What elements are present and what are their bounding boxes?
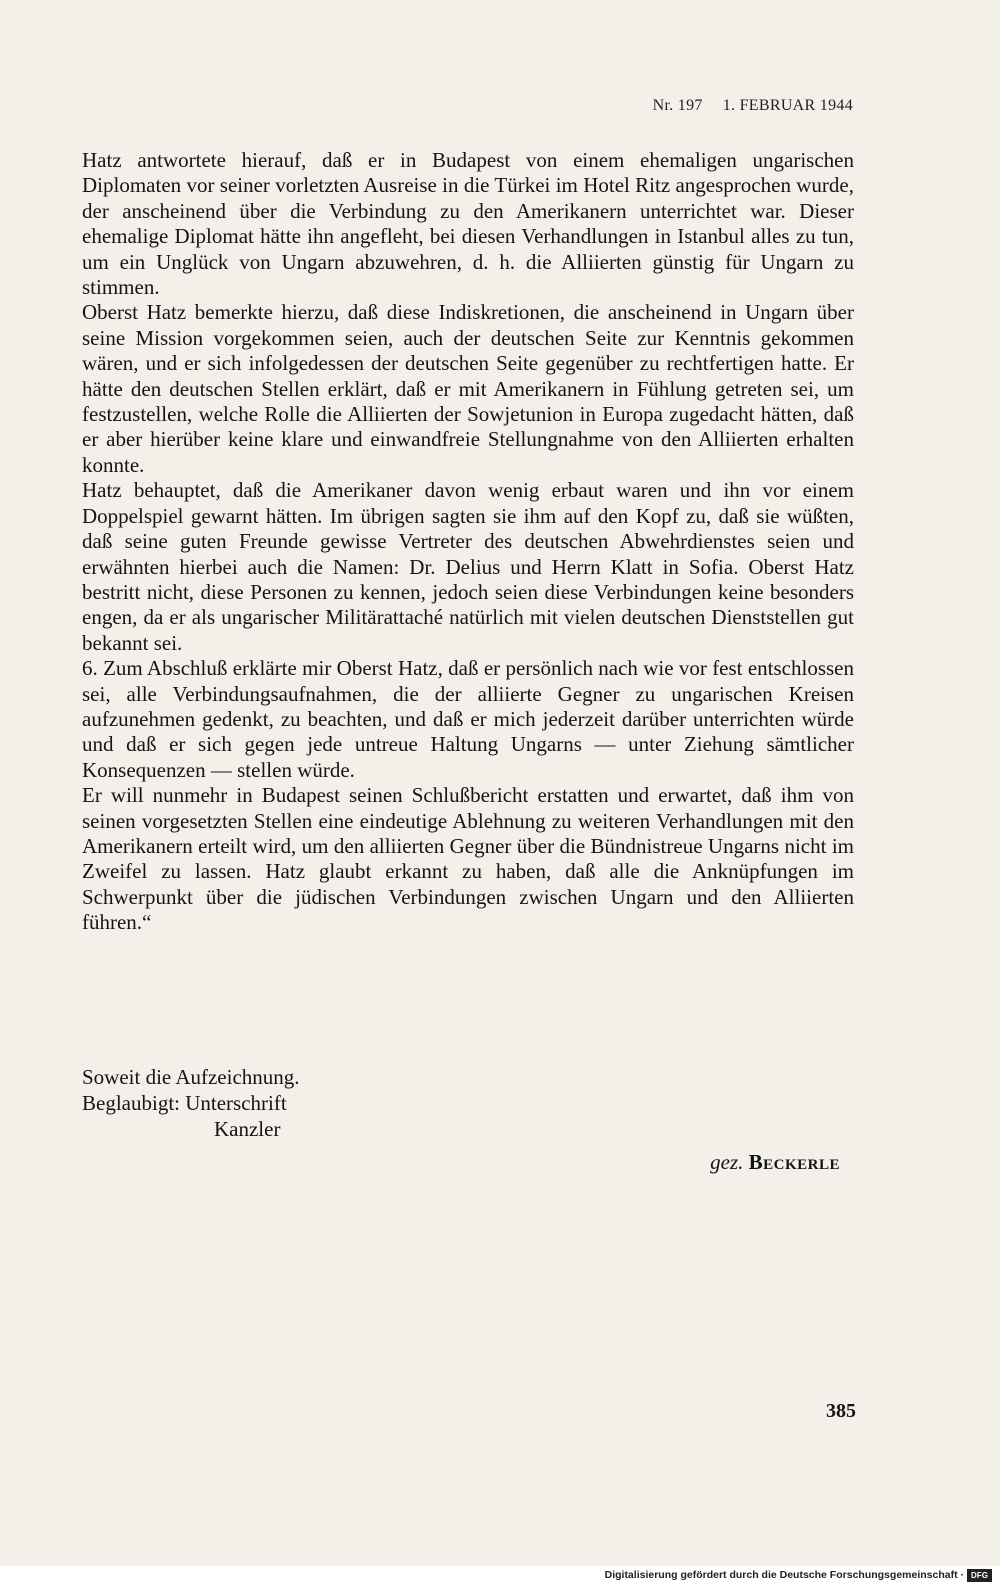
closing-block xyxy=(82,1064,300,1142)
paragraph: Oberst Hatz bemerkte hierzu, daß diese Indiskretionen, die anscheinend in Ungarn über seine Mission vorgekommen seien, auch der deutschen Seite zur Kenntnis gekommen wären, und er sich infolgedessen der deutschen Seite gegenüber zu rechtfertigen hatte. Er hätte den deutschen Stellen erklärt, daß er mit Amerikanern in Fühlung getreten sei, um festzustellen, welche Rolle die Alliierten der Sowjetunion in Europa zugedacht hätten, daß er aber hierüber keine klare und einwandfreie Stellungnahme von den Alliierten erhalten konnte. xyxy=(82,300,854,477)
certification-line: Beglaubigt: Unterschrift xyxy=(82,1091,287,1115)
signature xyxy=(710,1150,840,1175)
signature-name: Beckerle xyxy=(748,1150,840,1174)
paragraph: Er will nunmehr in Budapest seinen Schlußbericht erstatten und erwartet, daß ihm von seinen vorgesetzten Stellen eine eindeutige Ablehnung zu weiteren Verhandlungen mit den Amerikanern erteilt wird, um den alliierten Gegner über die Bündnistreue Ungarns nicht im Zweifel zu lassen. Hatz glaubt erkannt zu haben, daß alle die Anknüpfungen im Schwerpunkt über die jüdischen Verbindungen zwischen Ungarn und den Alliierten führen.“ xyxy=(82,783,854,935)
running-head xyxy=(653,97,853,115)
paragraph: 6. Zum Abschluß erklärte mir Oberst Hatz, daß er persönlich nach wie vor fest entschlossen sei, alle Verbindungsaufnahmen, die der alliierte Gegner zu ungarischen Kreisen aufzunehmen gedenkt, zu beachten, und daß er mich jederzeit darüber unterrichten würde und daß er sich gegen jede untreue Haltung Ungarns — unter Ziehung sämtlicher Konsequenzen — stellen würde. xyxy=(82,656,854,782)
paragraph: Hatz antwortete hierauf, daß er in Budapest von einem ehemaligen ungarischen Diplomaten vor seiner vorletzten Ausreise in die Türkei im Hotel Ritz angesprochen wurde, der anscheinend über die Verbindung zu den Amerikanern unterrichtet war. Dieser ehemalige Diplomat hätte ihn angefleht, bei diesen Verhandlungen in Istanbul alles zu tun, um ein Unglück von Ungarn abzuwehren, d. h. die Alliierten günstig für Ungarn zu stimmen. xyxy=(82,148,854,300)
closing-line: Soweit die Aufzeichnung. xyxy=(82,1065,300,1089)
body-text xyxy=(82,148,854,936)
paragraph: Hatz behauptet, daß die Amerikaner davon wenig erbaut waren und ihn vor einem Doppelspiel gewarnt hätten. Im übrigen sagten sie ihm auf den Kopf zu, daß sie wüßten, daß seine guten Freunde gewisse Vertreter des deutschen Abwehrdienstes seien und erwähnten hierbei auch die Namen: Dr. Delius und Herrn Klatt in Sofia. Oberst Hatz bestritt nicht, diese Personen zu kennen, jedoch seien diese Verbindungen keine besonders engen, da er als ungarischer Militärattaché natürlich mit vielen deutschen Dienststellen gut bekannt sei. xyxy=(82,478,854,655)
footer-credit: Digitalisierung gefördert durch die Deutsche Forschungsgemeinschaft · xyxy=(604,1569,964,1581)
page-number: 385 xyxy=(826,1400,856,1422)
chancellor-line: Kanzler xyxy=(214,1117,281,1141)
document-number: Nr. 197 xyxy=(652,97,703,114)
document-date: 1. FEBRUAR 1944 xyxy=(722,97,853,114)
dfg-logo-icon: DFG xyxy=(967,1569,992,1582)
footer-bar xyxy=(0,1566,1000,1586)
signature-prefix: gez. xyxy=(710,1150,744,1174)
